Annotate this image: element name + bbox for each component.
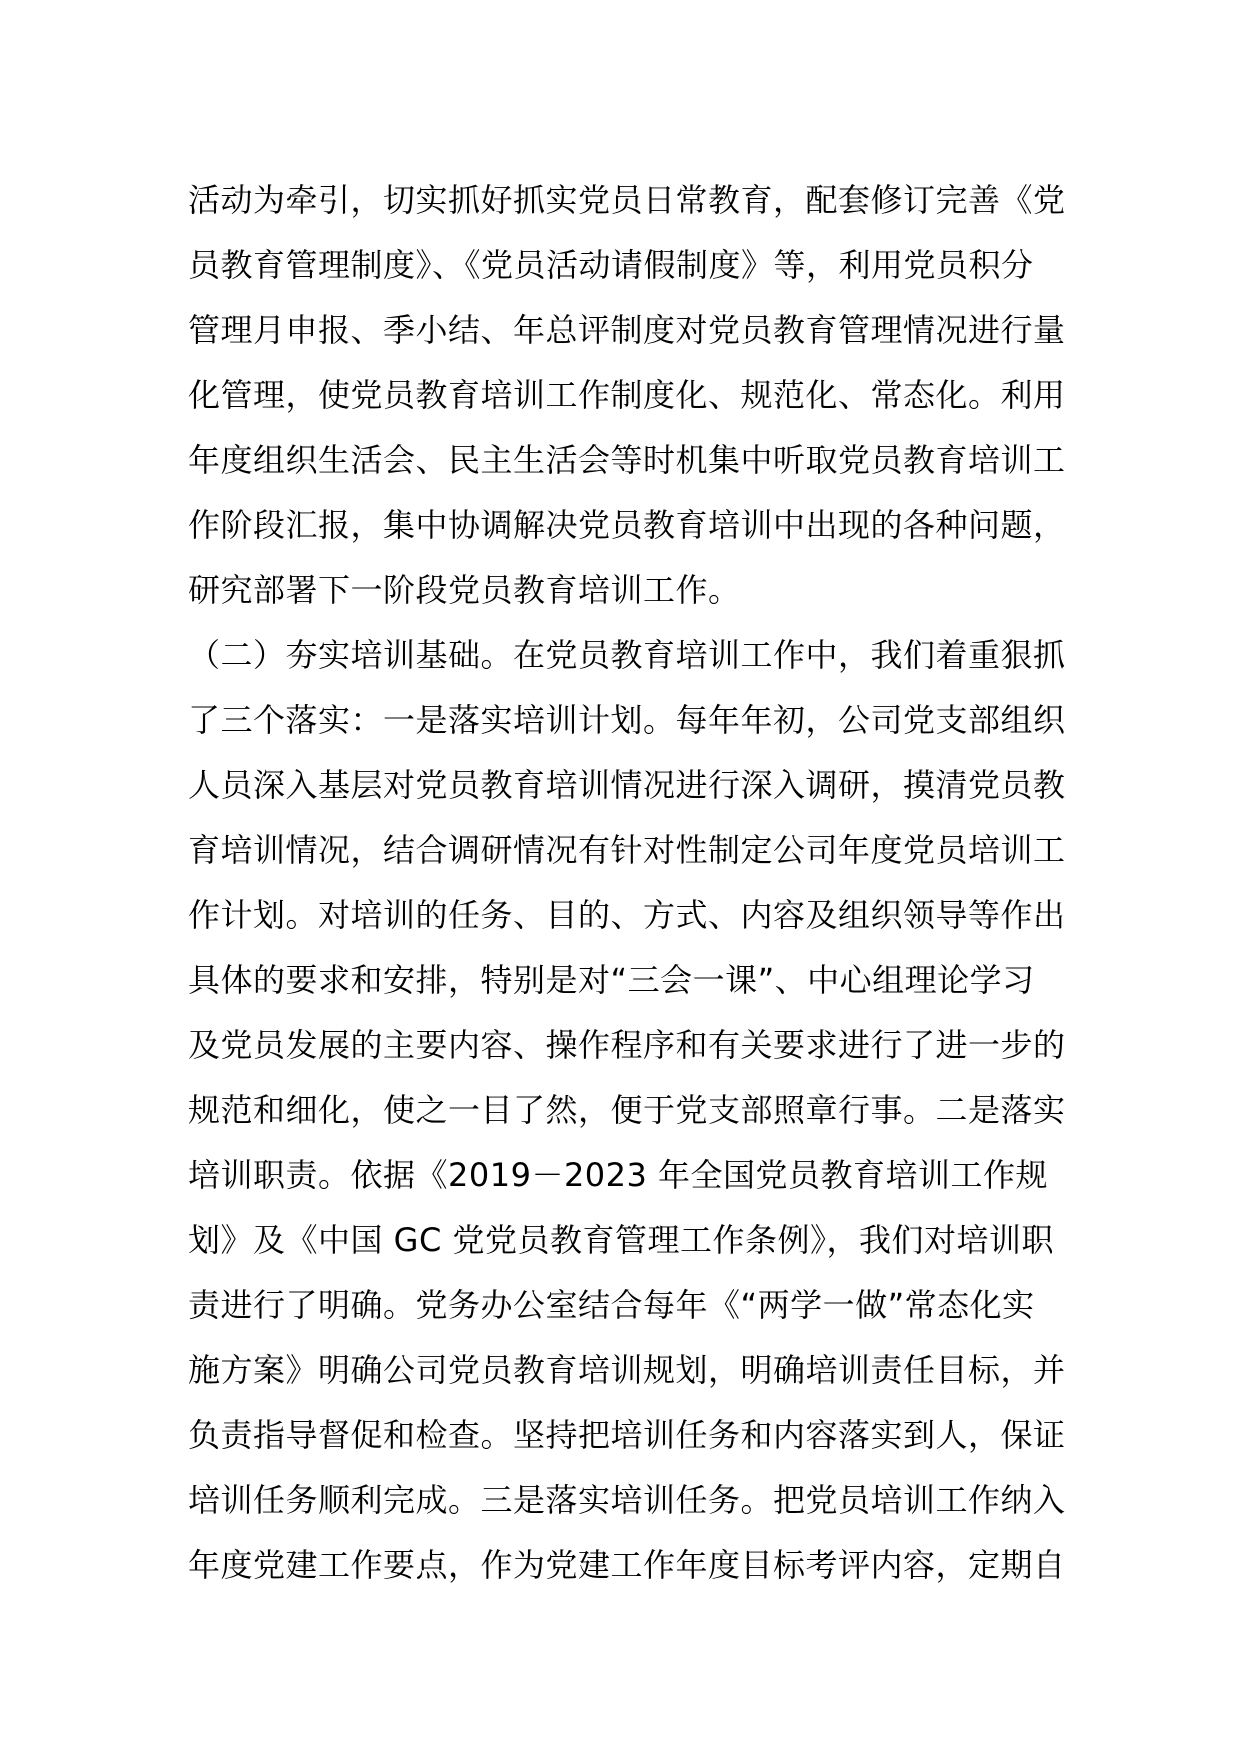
- text-line: 育培训情况，结合调研情况有针对性制定公司年度党员培训工: [188, 831, 1066, 869]
- text-line: 培训职责。依据《2019－2023 年全国党员教育培训工作规: [188, 1156, 1049, 1194]
- text-line: 化管理，使党员教育培训工作制度化、规范化、常态化。利用: [188, 376, 1066, 414]
- text-line: 研究部署下一阶段党员教育培训工作。: [188, 571, 741, 609]
- text-line: 作计划。对培训的任务、目的、方式、内容及组织领导等作出: [188, 896, 1066, 934]
- text-line: 划》及《中国 GC 党党员教育管理工作条例》，我们对培训职: [188, 1221, 1054, 1259]
- text-line: 年度党建工作要点，作为党建工作年度目标考评内容，定期自: [188, 1546, 1066, 1584]
- text-line: 培训任务顺利完成。三是落实培训任务。把党员培训工作纳入: [188, 1481, 1066, 1519]
- text-line: 负责指导督促和检查。坚持把培训任务和内容落实到人，保证: [188, 1416, 1066, 1454]
- text-line: 施方案》明确公司党员教育培训规划，明确培训责任目标，并: [188, 1351, 1066, 1389]
- text-line: 年度组织生活会、民主生活会等时机集中听取党员教育培训工: [188, 441, 1066, 479]
- text-line: 员教育管理制度》、《党员活动请假制度》等，利用党员积分: [188, 246, 1034, 284]
- text-line: 责进行了明确。党务办公室结合每年《“两学一做”常态化实: [188, 1286, 1035, 1324]
- text-line: 具体的要求和安排，特别是对“三会一课”、中心组理论学习: [188, 961, 1035, 999]
- text-line: 管理月申报、季小结、年总评制度对党员教育管理情况进行量: [188, 311, 1066, 349]
- text-line: 了三个落实：一是落实培训计划。每年年初，公司党支部组织: [188, 701, 1066, 739]
- document-body: [188, 168, 1068, 1598]
- text-line: 规范和细化，使之一目了然，便于党支部照章行事。二是落实: [188, 1091, 1066, 1129]
- text-line: 人员深入基层对党员教育培训情况进行深入调研，摸清党员教: [188, 766, 1066, 804]
- text-line: 及党员发展的主要内容、操作程序和有关要求进行了进一步的: [188, 1026, 1066, 1064]
- section-heading-line: （二）夯实培训基础。在党员教育培训工作中，我们着重狠抓: [188, 636, 1066, 674]
- text-line: 活动为牵引，切实抓好抓实党员日常教育，配套修订完善《党: [188, 181, 1066, 219]
- text-line: 作阶段汇报，集中协调解决党员教育培训中出现的各种问题，: [188, 506, 1066, 544]
